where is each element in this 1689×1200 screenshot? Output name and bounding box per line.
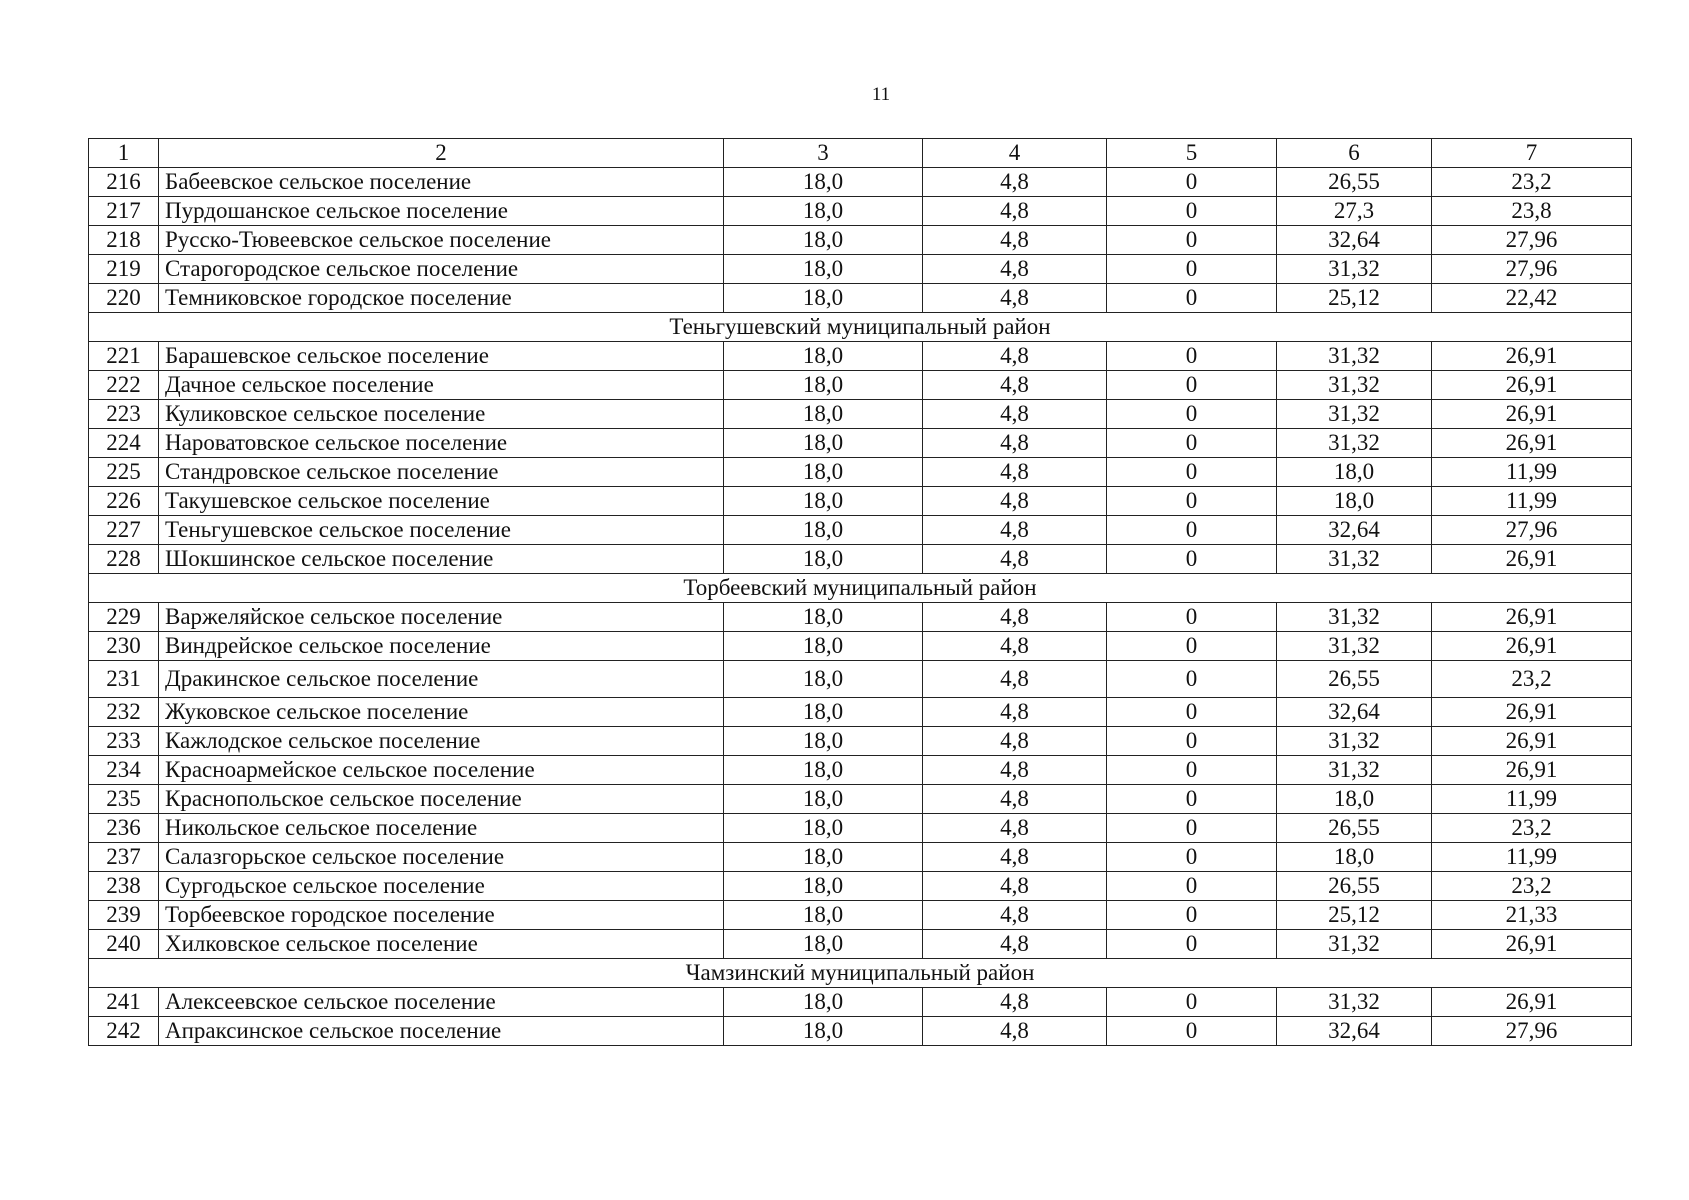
table-row [89,901,1632,930]
col5-cell: 0 [1107,458,1277,487]
col5-cell: 0 [1107,226,1277,255]
settlement-name-cell: Темниковское городское поселение [159,284,724,313]
col3-cell: 18,0 [724,371,923,400]
col3-cell: 18,0 [724,487,923,516]
col5-cell: 0 [1107,429,1277,458]
col6-cell: 18,0 [1277,458,1432,487]
row-number-cell: 232 [89,698,159,727]
row-number-cell: 227 [89,516,159,545]
col5-cell: 0 [1107,342,1277,371]
row-number-cell: 217 [89,197,159,226]
settlement-name-cell: Куликовское сельское поселение [159,400,724,429]
col3-cell: 18,0 [724,226,923,255]
col6-cell: 18,0 [1277,785,1432,814]
table-row [89,698,1632,727]
table-row [89,661,1632,698]
col6-cell: 26,55 [1277,872,1432,901]
col4-cell: 4,8 [923,429,1107,458]
col6-cell: 31,32 [1277,727,1432,756]
row-number-cell: 219 [89,255,159,284]
settlement-name-cell: Красноармейское сельское поселение [159,756,724,785]
settlement-name-cell: Теньгушевское сельское поселение [159,516,724,545]
col4-cell: 4,8 [923,168,1107,197]
col4-cell: 4,8 [923,1017,1107,1046]
col6-cell: 31,32 [1277,545,1432,574]
col4-cell: 4,8 [923,197,1107,226]
col5-cell: 0 [1107,400,1277,429]
col7-cell: 23,2 [1432,814,1632,843]
col4-cell: 4,8 [923,545,1107,574]
settlement-name-cell: Бабеевское сельское поселение [159,168,724,197]
row-number-cell: 228 [89,545,159,574]
row-number-cell: 229 [89,603,159,632]
settlement-name-cell: Стандровское сельское поселение [159,458,724,487]
col4-cell: 4,8 [923,901,1107,930]
col6-cell: 31,32 [1277,371,1432,400]
col3-cell: 18,0 [724,756,923,785]
col4-cell: 4,8 [923,814,1107,843]
table-row [89,545,1632,574]
table-row [89,603,1632,632]
settlement-name-cell: Апраксинское сельское поселение [159,1017,724,1046]
col4-cell: 4,8 [923,988,1107,1017]
table-row [89,429,1632,458]
col3-cell: 18,0 [724,632,923,661]
col7-cell: 26,91 [1432,727,1632,756]
col3-cell: 18,0 [724,661,923,698]
col4-cell: 4,8 [923,342,1107,371]
col3-cell: 18,0 [724,930,923,959]
table-row [89,226,1632,255]
col3-cell: 18,0 [724,342,923,371]
col6-cell: 25,12 [1277,901,1432,930]
col7-cell: 27,96 [1432,516,1632,545]
settlement-name-cell: Старогородское сельское поселение [159,255,724,284]
col7-cell: 26,91 [1432,400,1632,429]
row-number-cell: 223 [89,400,159,429]
col7-cell: 23,2 [1432,872,1632,901]
col3-cell: 18,0 [724,785,923,814]
region-title: Торбеевский муниципальный район [89,574,1632,603]
col4-cell: 4,8 [923,458,1107,487]
col7-cell: 26,91 [1432,603,1632,632]
region-row [89,574,1632,603]
col3-cell: 18,0 [724,284,923,313]
row-number-cell: 240 [89,930,159,959]
col7-cell: 23,2 [1432,661,1632,698]
col5-cell: 0 [1107,901,1277,930]
row-number-cell: 241 [89,988,159,1017]
header-cell: 1 [89,139,159,168]
col6-cell: 18,0 [1277,487,1432,516]
col5-cell: 0 [1107,872,1277,901]
settlement-name-cell: Никольское сельское поселение [159,814,724,843]
row-number-cell: 242 [89,1017,159,1046]
col4-cell: 4,8 [923,785,1107,814]
col3-cell: 18,0 [724,255,923,284]
col5-cell: 0 [1107,632,1277,661]
col5-cell: 0 [1107,168,1277,197]
col5-cell: 0 [1107,661,1277,698]
col7-cell: 26,91 [1432,342,1632,371]
table-row [89,371,1632,400]
row-number-cell: 238 [89,872,159,901]
col7-cell: 26,91 [1432,698,1632,727]
col3-cell: 18,0 [724,814,923,843]
col5-cell: 0 [1107,930,1277,959]
col5-cell: 0 [1107,756,1277,785]
table-row [89,785,1632,814]
header-cell: 3 [724,139,923,168]
col6-cell: 26,55 [1277,661,1432,698]
col4-cell: 4,8 [923,872,1107,901]
row-number-cell: 239 [89,901,159,930]
table-row [89,516,1632,545]
table-body [89,139,1632,1046]
row-number-cell: 225 [89,458,159,487]
settlement-name-cell: Хилковское сельское поселение [159,930,724,959]
col3-cell: 18,0 [724,545,923,574]
col4-cell: 4,8 [923,226,1107,255]
col6-cell: 31,32 [1277,930,1432,959]
col7-cell: 27,96 [1432,226,1632,255]
table-row [89,756,1632,785]
settlement-name-cell: Нароватовское сельское поселение [159,429,724,458]
col7-cell: 26,91 [1432,545,1632,574]
col7-cell: 26,91 [1432,429,1632,458]
col3-cell: 18,0 [724,843,923,872]
settlement-name-cell: Сургодьское сельское поселение [159,872,724,901]
settlement-name-cell: Русско-Тювеевское сельское поселение [159,226,724,255]
row-number-cell: 220 [89,284,159,313]
col3-cell: 18,0 [724,727,923,756]
settlement-name-cell: Алексеевское сельское поселение [159,988,724,1017]
table-row [89,487,1632,516]
header-row [89,139,1632,168]
settlement-name-cell: Дачное сельское поселение [159,371,724,400]
col5-cell: 0 [1107,1017,1277,1046]
col6-cell: 31,32 [1277,756,1432,785]
col5-cell: 0 [1107,727,1277,756]
col7-cell: 23,8 [1432,197,1632,226]
table-row [89,872,1632,901]
col6-cell: 18,0 [1277,843,1432,872]
row-number-cell: 218 [89,226,159,255]
col6-cell: 26,55 [1277,168,1432,197]
col6-cell: 31,32 [1277,429,1432,458]
col6-cell: 31,32 [1277,988,1432,1017]
col7-cell: 27,96 [1432,255,1632,284]
col6-cell: 32,64 [1277,1017,1432,1046]
table-row [89,814,1632,843]
row-number-cell: 233 [89,727,159,756]
col5-cell: 0 [1107,284,1277,313]
col7-cell: 26,91 [1432,371,1632,400]
settlement-name-cell: Варжеляйское сельское поселение [159,603,724,632]
header-cell: 6 [1277,139,1432,168]
table-row [89,342,1632,371]
row-number-cell: 234 [89,756,159,785]
col6-cell: 25,12 [1277,284,1432,313]
col4-cell: 4,8 [923,698,1107,727]
col7-cell: 11,99 [1432,458,1632,487]
table-row [89,632,1632,661]
col4-cell: 4,8 [923,930,1107,959]
col3-cell: 18,0 [724,168,923,197]
settlement-name-cell: Шокшинское сельское поселение [159,545,724,574]
col3-cell: 18,0 [724,197,923,226]
row-number-cell: 230 [89,632,159,661]
settlement-name-cell: Салазгорьское сельское поселение [159,843,724,872]
col3-cell: 18,0 [724,988,923,1017]
col7-cell: 26,91 [1432,756,1632,785]
col3-cell: 18,0 [724,516,923,545]
col4-cell: 4,8 [923,756,1107,785]
row-number-cell: 216 [89,168,159,197]
col3-cell: 18,0 [724,603,923,632]
col3-cell: 18,0 [724,400,923,429]
table-row [89,197,1632,226]
header-cell: 4 [923,139,1107,168]
settlement-name-cell: Виндрейское сельское поселение [159,632,724,661]
row-number-cell: 224 [89,429,159,458]
row-number-cell: 226 [89,487,159,516]
col7-cell: 23,2 [1432,168,1632,197]
col4-cell: 4,8 [923,400,1107,429]
settlement-name-cell: Дракинское сельское поселение [159,661,724,698]
col4-cell: 4,8 [923,727,1107,756]
table-row [89,1017,1632,1046]
col4-cell: 4,8 [923,661,1107,698]
row-number-cell: 236 [89,814,159,843]
row-number-cell: 231 [89,661,159,698]
col7-cell: 11,99 [1432,843,1632,872]
row-number-cell: 222 [89,371,159,400]
settlement-name-cell: Пурдошанское сельское поселение [159,197,724,226]
col3-cell: 18,0 [724,1017,923,1046]
col6-cell: 32,64 [1277,226,1432,255]
col5-cell: 0 [1107,545,1277,574]
region-row [89,959,1632,988]
settlement-name-cell: Краснопольское сельское поселение [159,785,724,814]
col5-cell: 0 [1107,698,1277,727]
row-number-cell: 237 [89,843,159,872]
col5-cell: 0 [1107,843,1277,872]
col5-cell: 0 [1107,814,1277,843]
col7-cell: 21,33 [1432,901,1632,930]
table-row [89,284,1632,313]
table-row [89,168,1632,197]
col4-cell: 4,8 [923,603,1107,632]
settlement-name-cell: Кажлодское сельское поселение [159,727,724,756]
col4-cell: 4,8 [923,255,1107,284]
col5-cell: 0 [1107,371,1277,400]
table-row [89,255,1632,284]
row-number-cell: 221 [89,342,159,371]
settlement-name-cell: Торбеевское городское поселение [159,901,724,930]
col5-cell: 0 [1107,785,1277,814]
region-title: Теньгушевский муниципальный район [89,313,1632,342]
col4-cell: 4,8 [923,632,1107,661]
col6-cell: 31,32 [1277,632,1432,661]
col7-cell: 11,99 [1432,785,1632,814]
col4-cell: 4,8 [923,487,1107,516]
col3-cell: 18,0 [724,901,923,930]
col4-cell: 4,8 [923,371,1107,400]
table-row [89,458,1632,487]
col6-cell: 31,32 [1277,255,1432,284]
data-table [88,138,1632,1046]
col5-cell: 0 [1107,988,1277,1017]
col6-cell: 32,64 [1277,698,1432,727]
table-row [89,930,1632,959]
settlement-name-cell: Такушевское сельское поселение [159,487,724,516]
table-row [89,988,1632,1017]
col5-cell: 0 [1107,516,1277,545]
col6-cell: 32,64 [1277,516,1432,545]
table-row [89,727,1632,756]
col5-cell: 0 [1107,603,1277,632]
col5-cell: 0 [1107,197,1277,226]
table-row [89,843,1632,872]
col7-cell: 26,91 [1432,988,1632,1017]
col3-cell: 18,0 [724,872,923,901]
col7-cell: 27,96 [1432,1017,1632,1046]
col6-cell: 31,32 [1277,400,1432,429]
region-title: Чамзинский муниципальный район [89,959,1632,988]
region-row [89,313,1632,342]
header-cell: 2 [159,139,724,168]
col4-cell: 4,8 [923,516,1107,545]
col6-cell: 27,3 [1277,197,1432,226]
row-number-cell: 235 [89,785,159,814]
col6-cell: 26,55 [1277,814,1432,843]
col4-cell: 4,8 [923,843,1107,872]
header-cell: 5 [1107,139,1277,168]
table-row [89,400,1632,429]
page-number: 11 [871,84,891,105]
col3-cell: 18,0 [724,458,923,487]
col7-cell: 11,99 [1432,487,1632,516]
col3-cell: 18,0 [724,698,923,727]
col5-cell: 0 [1107,255,1277,284]
settlement-name-cell: Жуковское сельское поселение [159,698,724,727]
col3-cell: 18,0 [724,429,923,458]
col7-cell: 22,42 [1432,284,1632,313]
settlement-name-cell: Барашевское сельское поселение [159,342,724,371]
col6-cell: 31,32 [1277,342,1432,371]
col7-cell: 26,91 [1432,930,1632,959]
col4-cell: 4,8 [923,284,1107,313]
col7-cell: 26,91 [1432,632,1632,661]
col5-cell: 0 [1107,487,1277,516]
header-cell: 7 [1432,139,1632,168]
col6-cell: 31,32 [1277,603,1432,632]
